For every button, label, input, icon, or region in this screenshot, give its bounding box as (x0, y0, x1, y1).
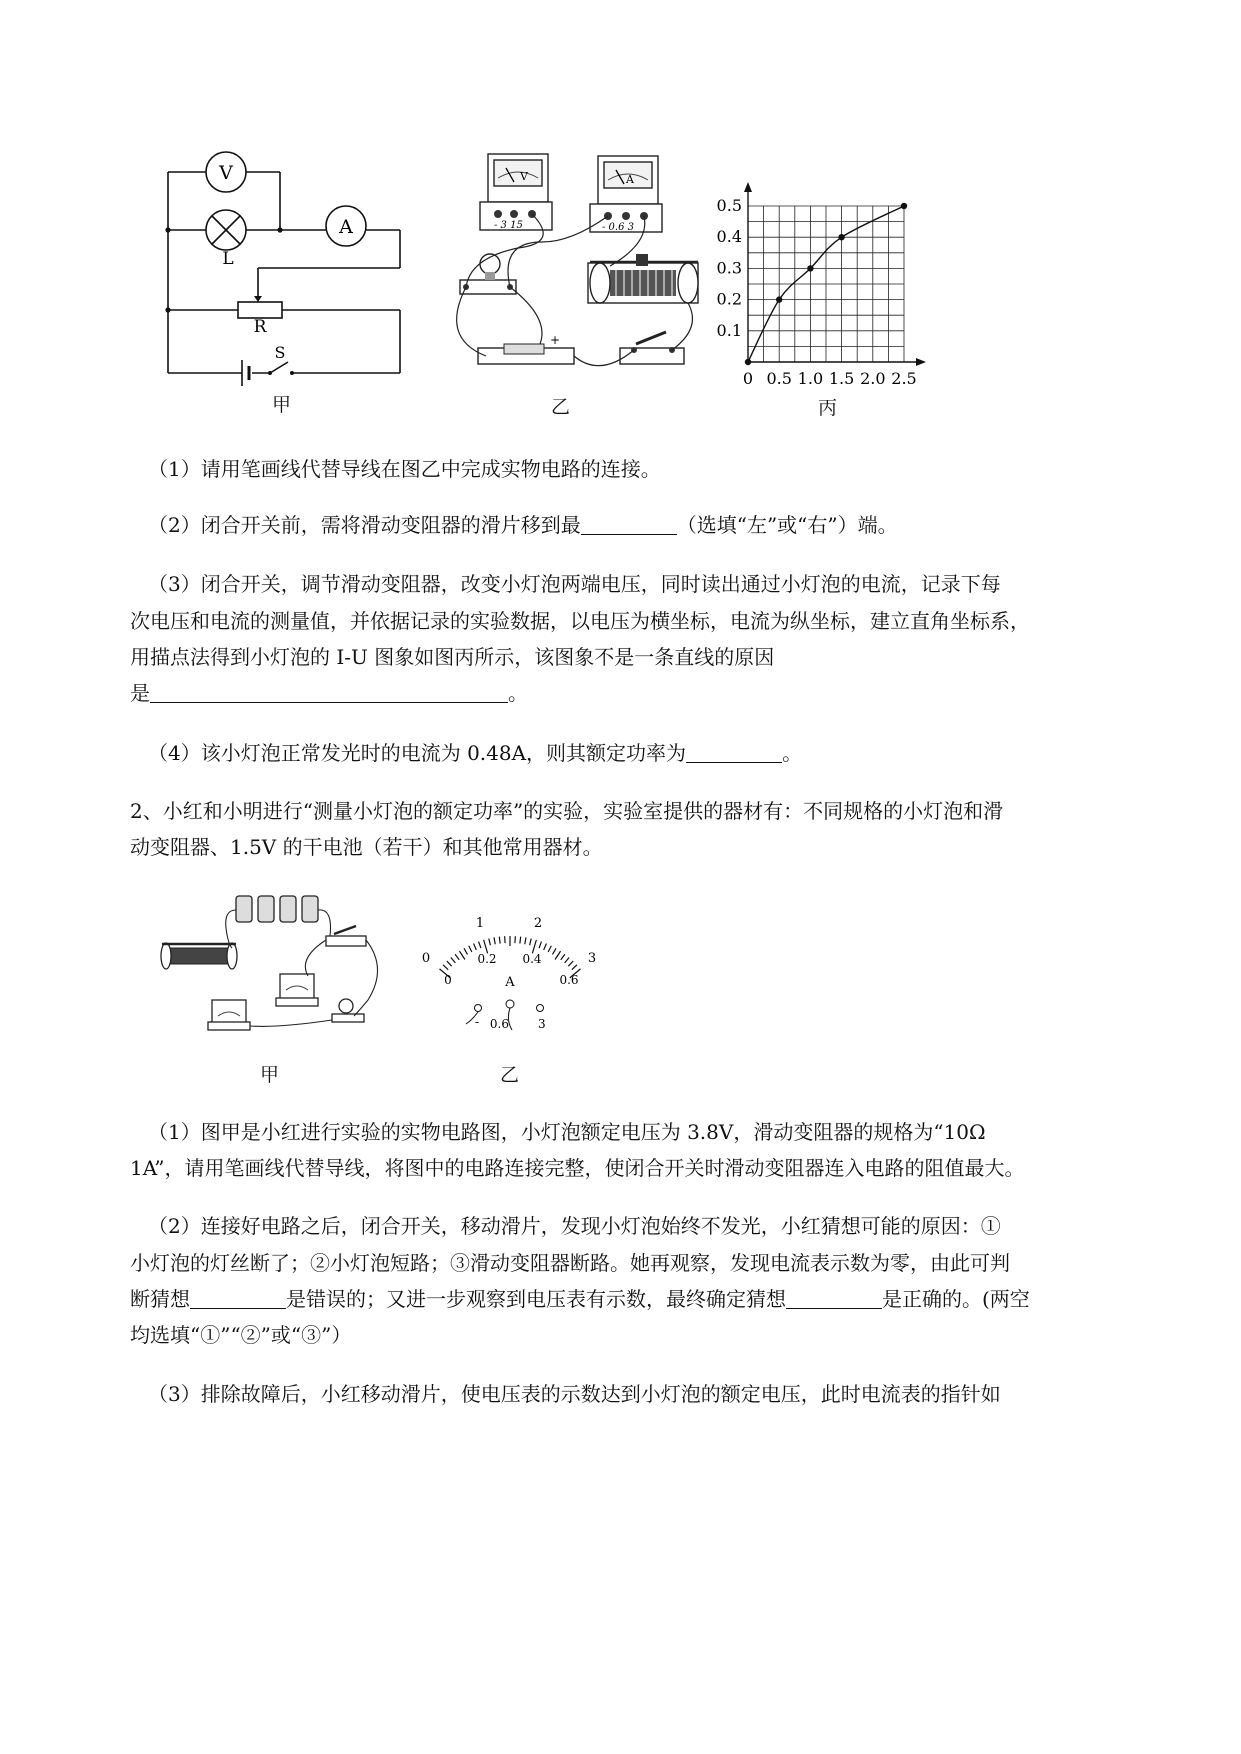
ammeter-dial-yi (410, 908, 610, 1038)
x-axis-arrow (916, 358, 926, 366)
q2-part2-text-b: 是错误的；又进一步观察到电压表有示数，最终确定猜想 (286, 1287, 786, 1311)
circuit-diagram-jia (160, 150, 410, 390)
dial-tick (469, 946, 472, 952)
q2-part2-line3 (130, 1287, 1150, 1311)
figure-caption-yi: 乙 (551, 396, 571, 418)
q2-part3-line1: （3）排除故障后，小红移动滑片，使电压表的示数达到小灯泡的额定电压，此时电流表的指针如 (148, 1382, 1001, 1406)
dial-tick (544, 944, 547, 950)
q2-part2-line1: （2）连接好电路之后，闭合开关，移动滑片，发现小灯泡始终不发光，小红猜想可能的原因：① (148, 1214, 1001, 1238)
dial-tick (489, 938, 491, 945)
y-tick-label: 0.2 (716, 289, 742, 309)
y-tick-label: 0.3 (716, 258, 742, 278)
x-tick-label: 1.0 (797, 369, 824, 388)
y-axis-arrow (744, 182, 752, 192)
q1-part2 (148, 513, 1168, 537)
dial-tick (447, 961, 452, 966)
bottom-scale-0: 0 (444, 973, 452, 987)
x-tick-label: 1.5 (828, 369, 855, 388)
y-tick-label: 0.1 (716, 320, 742, 340)
dial-tick (565, 958, 569, 963)
dial-tick (499, 937, 500, 944)
battery-plus-label: + (550, 333, 561, 347)
q2-part2-blank-1[interactable] (190, 1288, 286, 1309)
dial-tick (525, 937, 526, 944)
data-point (901, 203, 907, 209)
ammeter-unit: A (505, 975, 515, 990)
data-point (745, 359, 751, 365)
q2-part1-line2: 1A”，请用笔画线代替导线，将图中的电路连接完整，使闭合开关时滑动变阻器连入电路的阻值最大。 (130, 1156, 1025, 1180)
dial-tick (572, 965, 577, 970)
dial-tick (455, 954, 459, 960)
voltmeter-label: V (219, 162, 233, 184)
x-tick-label: 2.0 (860, 369, 886, 388)
data-point (807, 265, 813, 271)
x-tick-label: 2.5 (891, 369, 917, 388)
terminal-minus: - (475, 1015, 480, 1029)
dial-tick (548, 946, 551, 952)
q2-figure-caption-jia: 甲 (260, 1064, 280, 1086)
y-tick-label: 0.5 (716, 196, 742, 215)
dial-tick (539, 942, 541, 949)
q1-part4-text-b: 。 (782, 741, 803, 765)
dial-tick (459, 951, 464, 959)
dial-tick (451, 958, 455, 963)
figure-caption-bing: 丙 (818, 397, 838, 419)
dial-tick (553, 948, 557, 954)
dial-tick (479, 942, 481, 949)
dial-tick (443, 965, 448, 970)
terminal-0-6: 0.6 (489, 1017, 509, 1031)
q1-part3-line4 (130, 681, 1150, 705)
q1-part3-line3: 用描点法得到小灯泡的 I-U 图象如图丙所示，该图象不是一条直线的原因 (130, 645, 775, 669)
a-meter-label: A (626, 173, 634, 186)
q2-part2-blank-2[interactable] (786, 1288, 882, 1309)
q2-figure-caption-yi: 乙 (500, 1064, 520, 1086)
y-tick-label: 0.4 (716, 227, 742, 247)
q1-part3-line1: （3）闭合开关，调节滑动变阻器，改变小灯泡两端电压，同时读出通过小灯泡的电流，记录下每 (148, 572, 1001, 596)
ammeter-label: A (339, 216, 353, 238)
figure-caption-jia: 甲 (272, 394, 292, 416)
bottom-scale-2: 0.4 (522, 952, 542, 966)
q1-part3-line2: 次电压和电流的测量值，并依据记录的实验数据，以电压为横坐标，电流为纵坐标，建立直角坐标系， (130, 609, 1030, 633)
dial-tick (555, 951, 560, 959)
q1-part4 (148, 741, 1168, 765)
q1-part3-text-a: 是 (130, 681, 150, 705)
top-scale-0: 0 (421, 951, 431, 966)
dial-tick (494, 937, 495, 944)
top-scale-2: 2 (533, 916, 543, 931)
apparatus-diagram-q2-jia (158, 888, 388, 1038)
dial-tick (474, 944, 477, 950)
rheostat-label: R (253, 317, 267, 337)
switch-label: S (274, 343, 286, 362)
top-scale-1: 1 (475, 916, 485, 931)
bottom-scale-3: 0.6 (559, 973, 579, 987)
x-tick-label: 0.5 (766, 369, 792, 388)
a-terminals-label: - 0.6 3 (602, 222, 635, 233)
q1-part2-text-b: （选填“左”或“右”）端。 (676, 513, 898, 537)
top-scale-3: 3 (587, 951, 597, 966)
v-meter-label: V (520, 170, 528, 183)
q2-part1-line1: （1）图甲是小红进行实验的实物电路图，小灯泡额定电压为 3.8V，滑动变阻器的规格为“10Ω (148, 1120, 986, 1144)
q2-part2-text-c: 是正确的。(两空 (882, 1287, 1030, 1311)
x-tick-label: 0 (742, 369, 754, 388)
q1-part3-blank[interactable] (150, 682, 508, 703)
terminal-3: 3 (538, 1017, 546, 1031)
lamp-label: L (222, 249, 234, 269)
apparatus-diagram-yi (440, 148, 715, 388)
q1-part4-text-a: （4）该小灯泡正常发光时的电流为 0.48A，则其额定功率为 (148, 741, 687, 765)
dial-tick (464, 948, 468, 954)
data-point (838, 234, 844, 240)
q2-intro-line2: 动变阻器、1.5V 的干电池（若干）和其他常用器材。 (130, 835, 603, 859)
v-terminals-label: - 3 15 (494, 220, 523, 231)
dial-tick (568, 961, 573, 966)
q2-part2-line2: 小灯泡的灯丝断了；②小灯泡短路；③滑动变阻器断路。她再观察，发现电流表示数为零，由此可判 (130, 1251, 1010, 1275)
q1-part4-blank[interactable] (686, 742, 782, 763)
q2-part2-line4: 均选填“①”“②”或“③”） (130, 1323, 352, 1347)
q2-part2-text-a: 断猜想 (130, 1287, 190, 1311)
bottom-scale-1: 0.2 (477, 952, 497, 966)
dial-tick (530, 938, 532, 945)
q1-part3-text-b: 。 (508, 681, 528, 705)
dial-tick (561, 954, 565, 960)
q1-part2-blank[interactable] (581, 514, 677, 535)
iu-graph-bing (712, 182, 930, 390)
dial-tick (520, 937, 521, 944)
q2-intro-line1: 2、小红和小明进行“测量小灯泡的额定功率”的实验，实验室提供的器材有：不同规格的小灯泡和滑 (130, 799, 1004, 823)
q1-part1: （1）请用笔画线代替导线在图乙中完成实物电路的连接。 (148, 457, 661, 481)
data-point (776, 296, 782, 302)
q1-part2-text-a: （2）闭合开关前，需将滑动变阻器的滑片移到最 (148, 513, 581, 537)
